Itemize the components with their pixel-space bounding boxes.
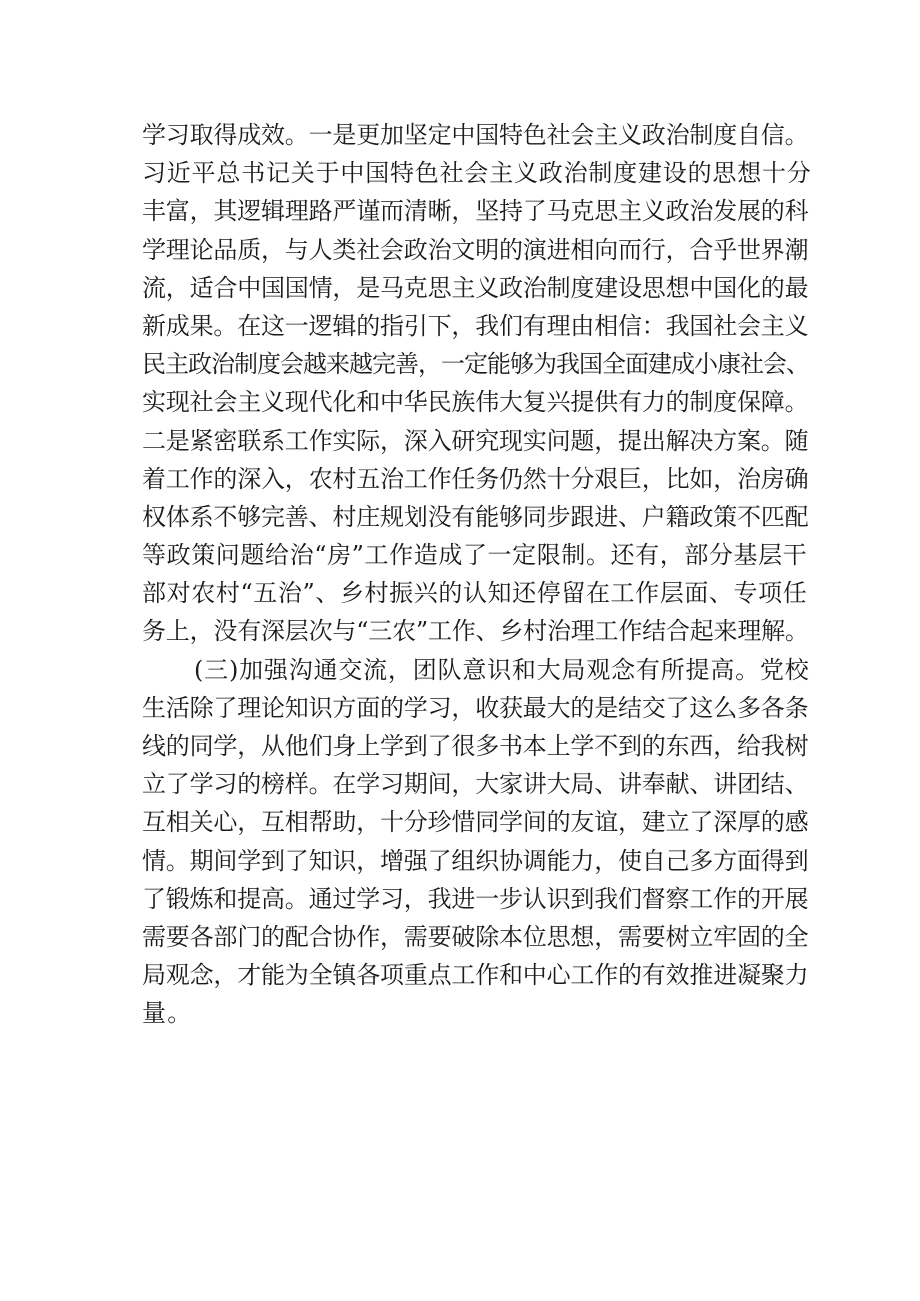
text-line: 学理论品质，与人类社会政治文明的演进相向而行，合乎世界潮 [142,235,809,264]
text-line: 立了学习的榜样。在学习期间，大家讲大局、讲奉献、讲团结、 [142,770,809,799]
text-line: 等政策问题给治“房”工作造成了一定限制。还有，部分基层干 [142,541,808,570]
text-line: 习近平总书记关于中国特色社会主义政治制度建设的思想十分 [142,159,812,188]
text-line: 权体系不够完善、村庄规划没有能够同步跟进、户籍政策不匹配 [142,502,809,531]
text-line: 流，适合中国国情，是马克思主义政治制度建设思想中国化的最 [142,273,809,302]
text-line: 丰富，其逻辑理路严谨而清晰，坚持了马克思主义政治发展的科 [142,197,809,226]
text-line: 二是紧密联系工作实际，深入研究现实问题，提出解决方案。随 [142,426,809,455]
text-line: 部对农村“五治”、乡村振兴的认知还停留在工作层面、专项任 [142,579,808,608]
section-heading-line: (三)加强沟通交流，团队意识和大局观念有所提高。党校 [194,655,810,684]
text-line: 互相关心，互相帮助，十分珍惜同学间的友谊，建立了深厚的感 [142,808,809,837]
text-line: 民主政治制度会越来越完善，一定能够为我国全面建成小康社会、 [142,350,809,379]
text-line: 着工作的深入，农村五治工作任务仍然十分艰巨，比如，治房确 [142,464,809,493]
text-line: 新成果。在这一逻辑的指引下，我们有理由相信：我国社会主义 [142,311,809,340]
text-line: 情。期间学到了知识，增强了组织协调能力，使自己多方面得到 [142,846,809,875]
text-line: 生活除了理论知识方面的学习，收获最大的是结交了这么多各条 [142,693,809,722]
text-line: 线的同学，从他们身上学到了很多书本上学不到的东西，给我树 [142,732,809,760]
text-line: 了锻炼和提高。通过学习，我进一步认识到我们督察工作的开展 [142,884,809,913]
document-body [142,116,812,1033]
text-line: 量。 [142,999,193,1028]
text-line: 务上，没有深层次与“三农”工作、乡村治理工作结合起来理解。 [142,617,809,646]
text-line: 实现社会主义现代化和中华民族伟大复兴提供有力的制度保障。 [142,388,809,417]
text-line: 局观念，才能为全镇各项重点工作和中心工作的有效推进凝聚力 [142,961,809,990]
text-line: 需要各部门的配合协作，需要破除本位思想，需要树立牢固的全 [142,922,809,951]
text-line: 学习取得成效。一是更加坚定中国特色社会主义政治制度自信。 [142,121,809,149]
